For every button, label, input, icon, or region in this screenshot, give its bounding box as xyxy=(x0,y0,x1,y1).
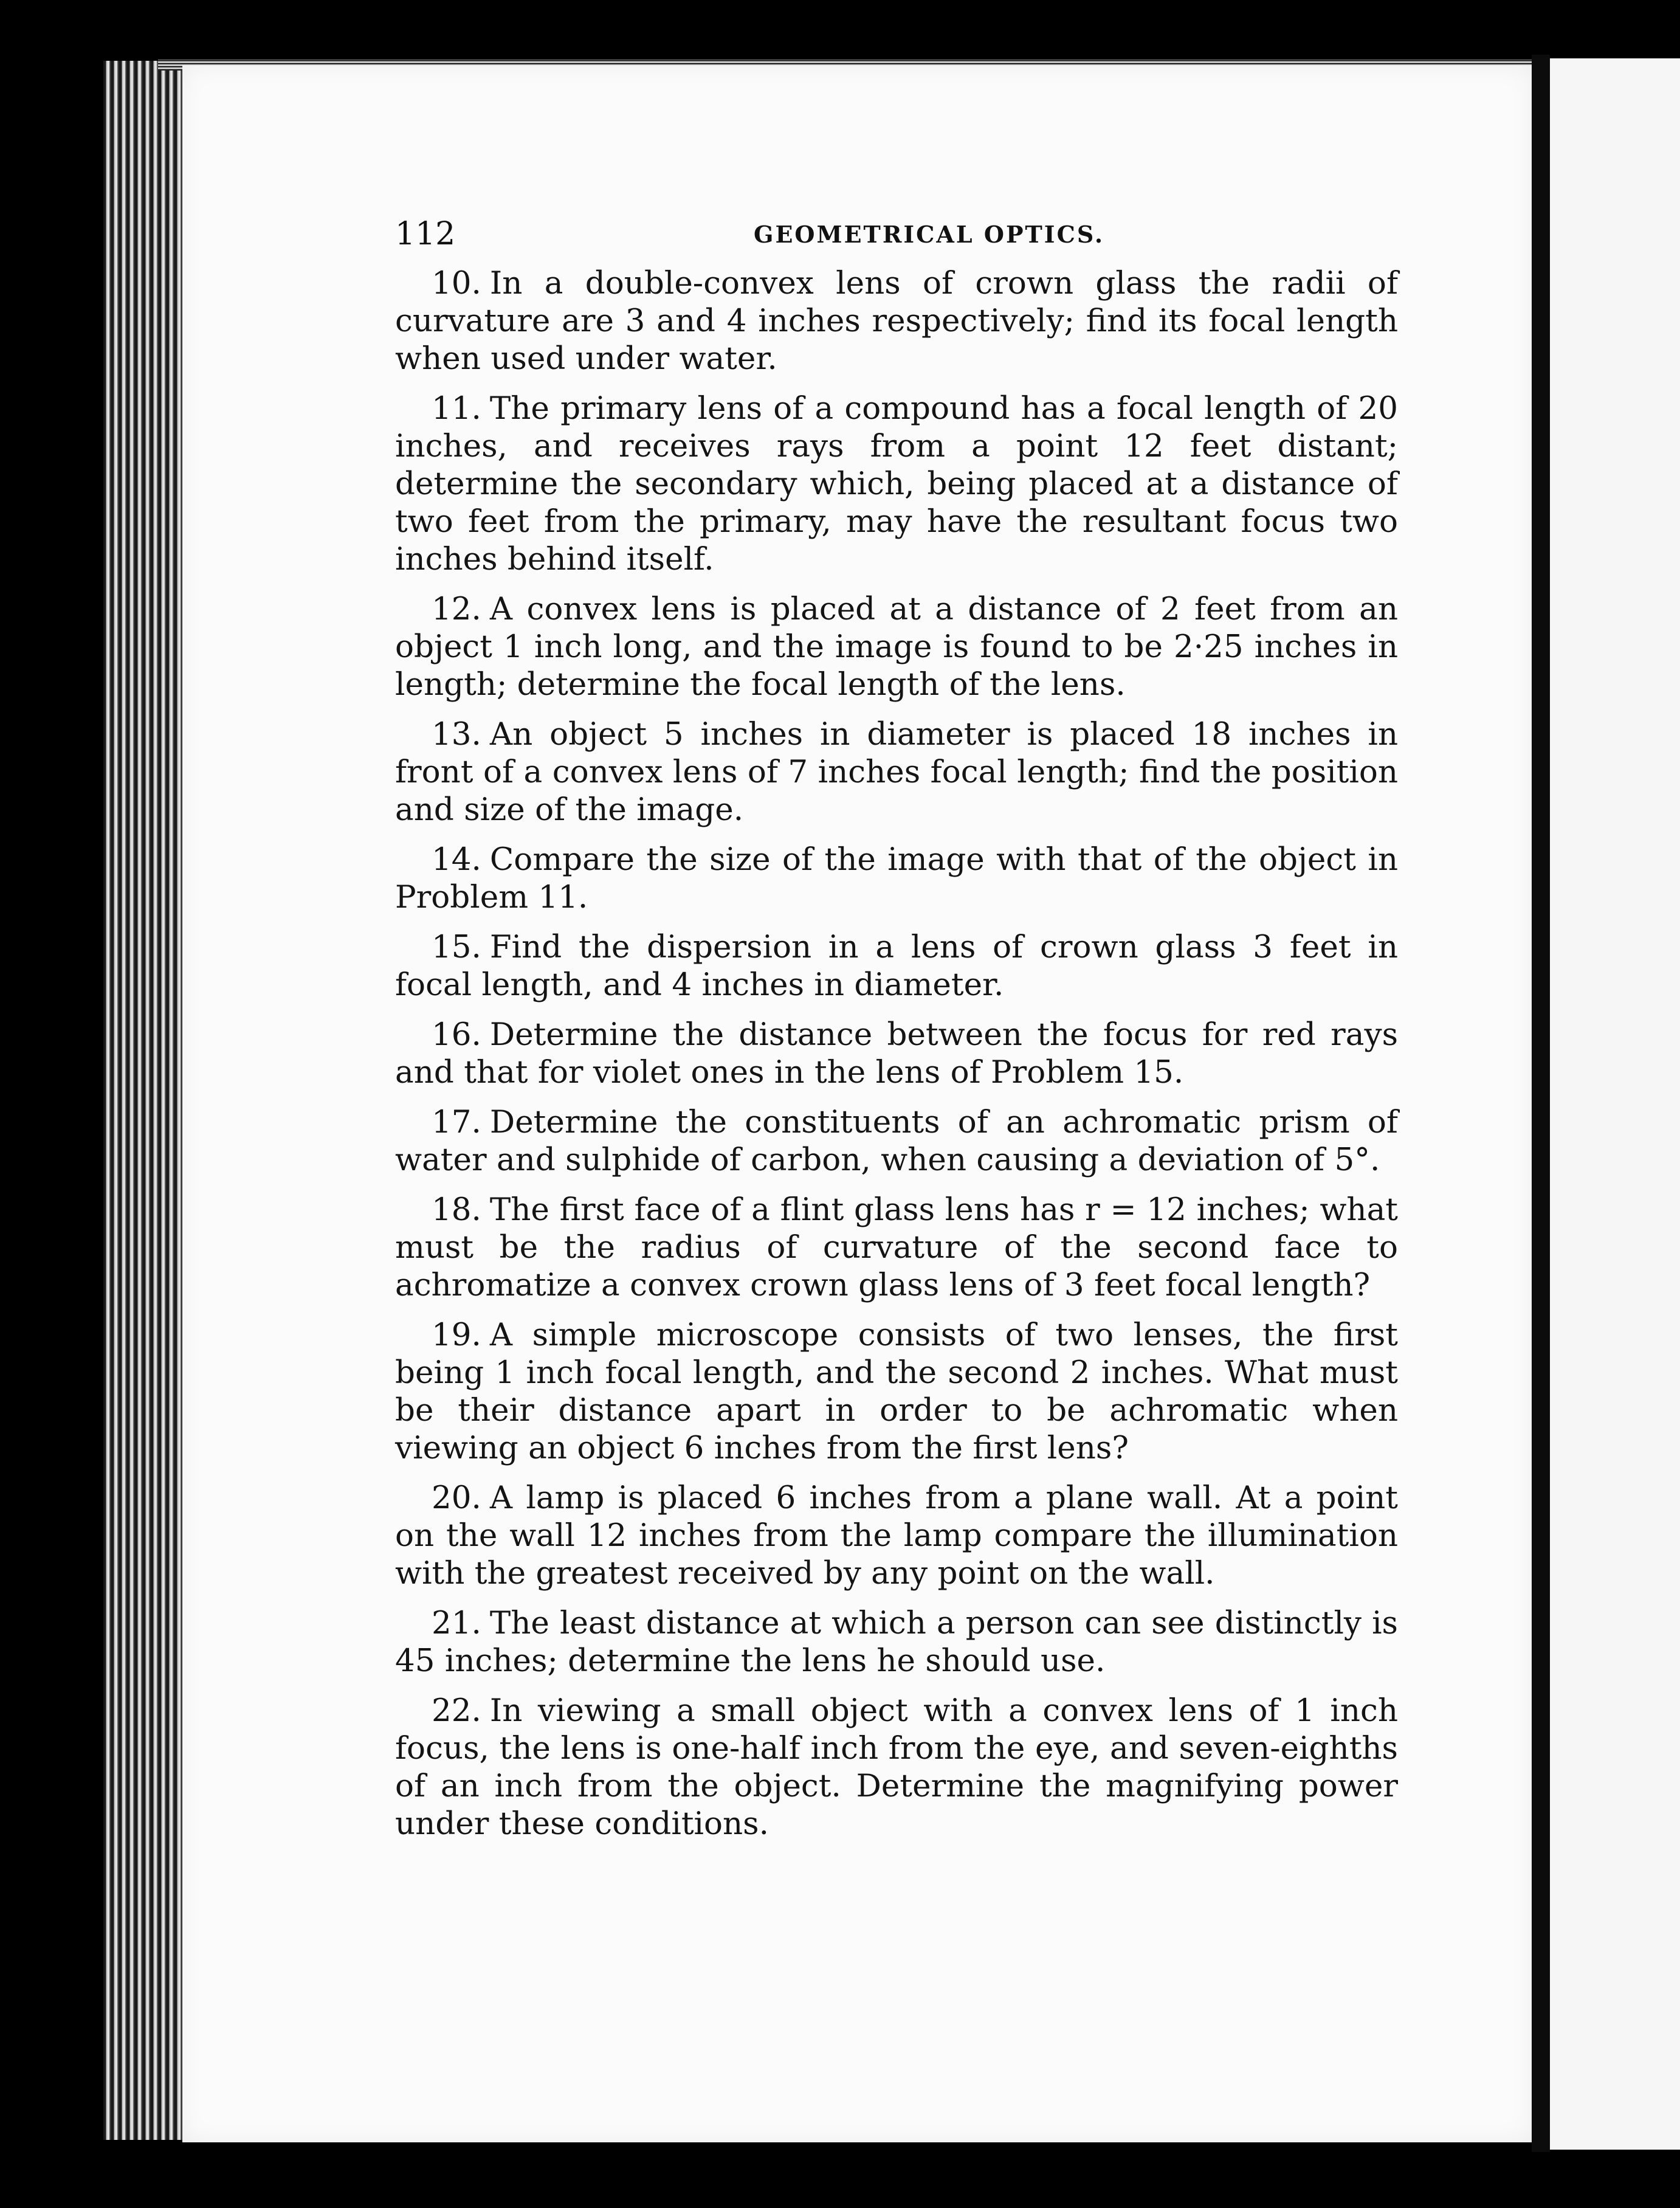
problem-13 xyxy=(395,716,1398,829)
problem-22 xyxy=(395,1692,1398,1843)
problem-text: Find the dispersion in a lens of crown glass 3 feet in focal length, and 4 inches in diameter. xyxy=(395,929,1398,1003)
problem-12 xyxy=(395,590,1398,703)
problem-text: In a double-convex lens of crown glass the radii of curvature are 3 and 4 inches respectively; find its focal length when used under water. xyxy=(395,265,1398,377)
problem-20 xyxy=(395,1479,1398,1592)
problem-number: 18. xyxy=(432,1192,481,1228)
problem-19 xyxy=(395,1316,1398,1467)
problem-number: 11. xyxy=(432,390,481,427)
problem-15 xyxy=(395,928,1398,1004)
running-head: GEOMETRICAL OPTICS. xyxy=(754,221,1105,248)
problem-text: A simple microscope consists of two lenses, the first being 1 inch focal length, and the second 2 inches. What must be their distance apart in order to be achromatic when viewing an object 6 inches from the first lens? xyxy=(395,1317,1398,1466)
problem-text: A lamp is placed 6 inches from a plane wall. At a point on the wall 12 inches from the lamp compare the illumination with the greatest received by any point on the wall. xyxy=(395,1480,1398,1592)
problem-10 xyxy=(395,264,1398,378)
book-page-edges xyxy=(103,61,182,2140)
problem-18 xyxy=(395,1191,1398,1304)
problem-number: 14. xyxy=(432,841,481,878)
problem-text: The primary lens of a compound has a focal length of 20 inches, and receives rays from a point 12 feet distant; determine the secondary which, being placed at a distance of two feet from the primary, may have the resultant focus two inches behind itself. xyxy=(395,390,1398,578)
problem-number: 12. xyxy=(432,591,481,627)
problem-17 xyxy=(395,1103,1398,1179)
facing-page xyxy=(1550,58,1680,2150)
problem-list xyxy=(395,264,1398,1855)
problem-14 xyxy=(395,841,1398,916)
problem-number: 17. xyxy=(432,1104,481,1140)
problem-text: A convex lens is placed at a distance of 2 feet from an object 1 inch long, and the image is found to be 2·25 inches in length; determine the focal length of the lens. xyxy=(395,591,1398,703)
problem-text: The first face of a flint glass lens has r = 12 inches; what must be the radius of curvature of the second face to achromatize a convex crown glass lens of 3 feet focal length? xyxy=(395,1192,1398,1303)
problem-number: 19. xyxy=(432,1317,481,1353)
problem-16 xyxy=(395,1016,1398,1091)
problem-11 xyxy=(395,390,1398,578)
page-header xyxy=(395,216,1398,258)
problem-number: 22. xyxy=(432,1692,481,1729)
page-number: 112 xyxy=(395,216,456,252)
problem-number: 10. xyxy=(432,265,481,302)
problem-text: Determine the distance between the focus for red rays and that for violet ones in the lens of Problem 15. xyxy=(395,1016,1398,1091)
scan-bottom-border xyxy=(0,2152,1680,2208)
problem-number: 15. xyxy=(432,929,481,965)
problem-number: 16. xyxy=(432,1016,481,1053)
problem-21 xyxy=(395,1604,1398,1680)
problem-number: 13. xyxy=(432,716,481,753)
problem-number: 20. xyxy=(432,1480,481,1516)
book-gutter xyxy=(1532,55,1550,2152)
problem-text: The least distance at which a person can see distinctly is 45 inches; determine the lens he should use. xyxy=(395,1605,1398,1679)
problem-text: In viewing a small object with a convex lens of 1 inch focus, the lens is one-half inch from the eye, and seven-eighths of an inch from the object. Determine the magnifying power under these conditions. xyxy=(395,1692,1398,1842)
problem-text: Compare the size of the image with that of the object in Problem 11. xyxy=(395,841,1398,916)
problem-text: Determine the constituents of an achromatic prism of water and sulphide of carbon, when causing a deviation of 5°. xyxy=(395,1104,1398,1178)
problem-number: 21. xyxy=(432,1605,481,1641)
problem-text: An object 5 inches in diameter is placed 18 inches in front of a convex lens of 7 inches focal length; find the position and size of the image. xyxy=(395,716,1398,828)
